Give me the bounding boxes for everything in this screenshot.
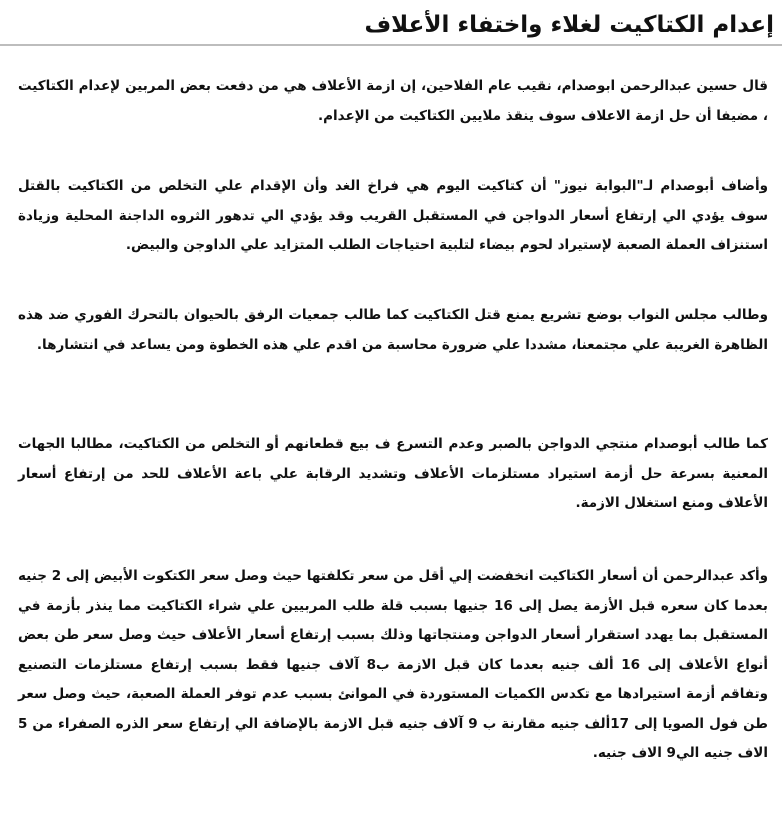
title-divider [0,44,782,46]
article-paragraph-1: قال حسين عبدالرحمن ابوصدام، نقيب عام الفلاحين، إن ازمة الأعلاف هي من دفعت بعض المربين لإعدام الكتاكيت ، مضيفا أن حل ازمة الاعلاف سوف ينقذ ملايين الكتاكيت من الإعدام. [18,78,768,124]
article-paragraph-2: وأضاف أبوصدام لـ"البوابة نيوز" أن كتاكيت اليوم هي فراخ الغد وأن الإقدام علي التخلص من الكتاكيت بالقتل سوف يؤدي الي إرتفاع أسعار الدواجن في المستقبل القريب وقد يؤدي الي تدهور الثروه الداجنة المحلية وزيادة استنزاف العملة الصعبة لإستيراد لحوم بيضاء لتلبية احتياجات الطلب المتزايد علي الداوجن والبيض. [18,178,768,253]
article-paragraph-5: وأكد عبدالرحمن أن أسعار الكتاكيت انخفضت إلي أقل من سعر تكلفتها حيث وصل سعر الكتكوت الأبيض إلى 2 جنيه بعدما كان سعره قبل الأزمة يصل إلى 16 جنيها بسبب قلة طلب المربيين علي شراء الكتاكيت مما ينذر بأزمة في المستقبل بما يهدد استقرار أسعار الدواجن ومنتجاتها وذلك بسبب إرتفاع أسعار الأعلاف حيث وصل سعر طن بعض أنواع الأعلاف إلى 16 ألف جنيه بعدما كان قبل الازمة ب8 آلاف جنيها فقط بسبب إرتفاع مستلزمات التصنيع وتفاقم أزمة استيرادها مع تكدس الكميات المستوردة في الموانئ بسبب عدم توفر العملة الصعبة، حيث وصل سعر طن فول الصويا إلى 17ألف جنيه مقارنة ب 9 آلاف جنيه قبل الازمة بالإضافة الي إرتفاع سعر الذره الصفراء من 5 الاف جنيه الي9 الاف جنيه. [18,568,769,761]
article-paragraph-4: كما طالب أبوصدام منتجي الدواجن بالصبر وعدم التسرع ف بيع قطعانهم أو التخلص من الكتاكيت، مطالبا الجهات المعنية بسرعة حل أزمة استيراد مستلزمات الأعلاف وتشديد الرقابة علي باعة الأعلاف للحد من إرتفاع أسعار الأعلاف ومنع استغلال الازمة. [18,436,768,511]
article-paragraph-3: وطالب مجلس النواب بوضع تشريع يمنع قتل الكتاكيت كما طالب جمعيات الرفق بالحيوان بالتحرك الفوري ضد هذه الظاهرة الغريبة علي مجتمعنا، مشددا علي ضرورة محاسبة من اقدم علي هذه الخطوة ومن يساعد في انتشارها. [18,307,768,353]
article-title: إعدام الكتاكيت لغلاء واختفاء الأعلاف [364,12,774,38]
